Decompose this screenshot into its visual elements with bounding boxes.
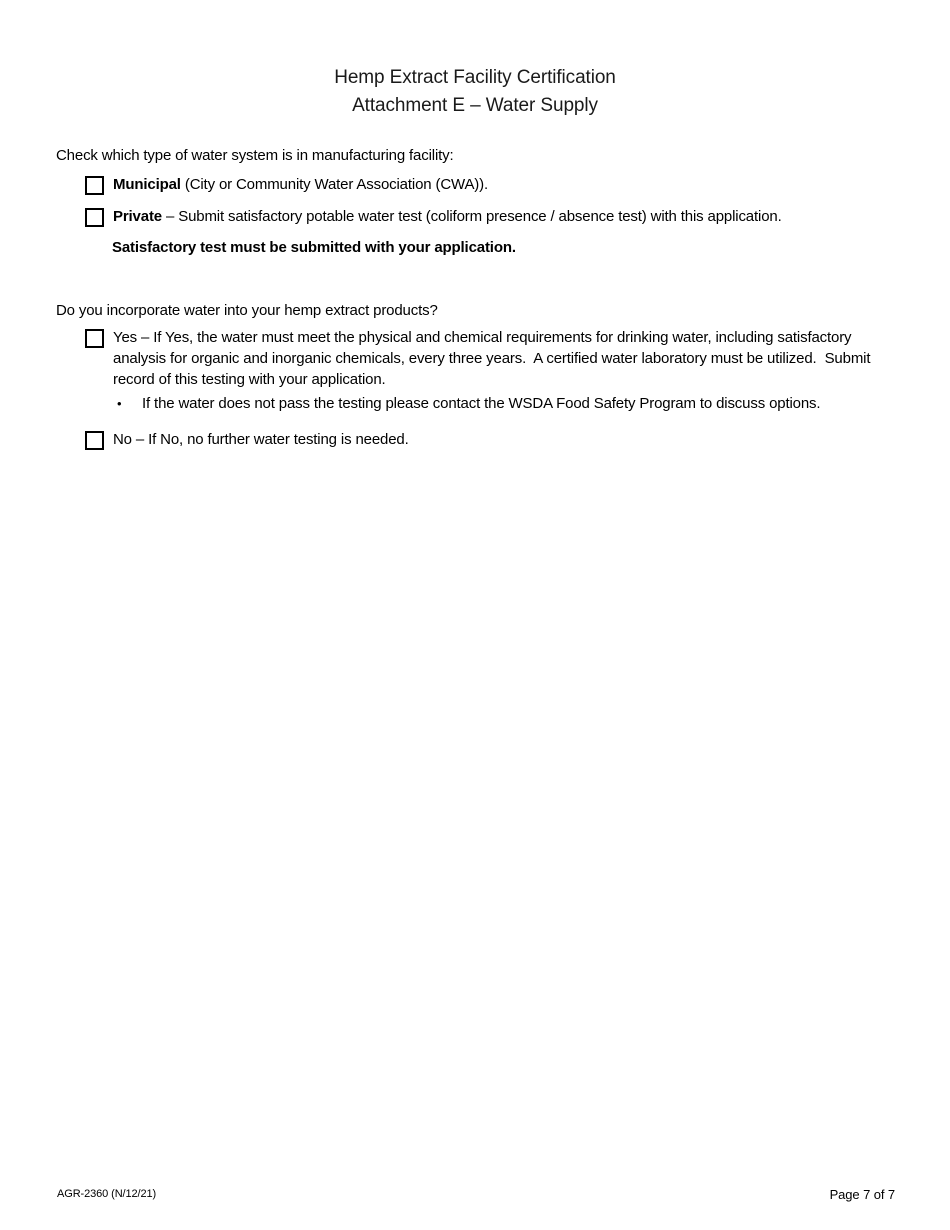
option-row-no (85, 429, 893, 450)
private-label-bold: Private (113, 208, 162, 225)
municipal-label (113, 174, 488, 195)
yes-bullet-text: If the water does not pass the testing please contact the WSDA Food Safety Program to discuss options. (142, 395, 821, 412)
form-number: AGR-2360 (N/12/21) (57, 1188, 157, 1200)
yes-checkbox[interactable] (85, 329, 104, 348)
no-checkbox[interactable] (85, 431, 104, 450)
page-title-line1: Hemp Extract Facility Certification (334, 67, 616, 88)
option-row-municipal (85, 174, 893, 195)
page-title (0, 64, 950, 120)
private-label-rest: – Submit satisfactory potable water test (coliform presence / absence test) with this application. (161, 208, 782, 225)
option-row-private (85, 206, 893, 227)
page-title-line2: Attachment E – Water Supply (352, 95, 598, 116)
bullet-icon: • (117, 396, 122, 411)
private-checkbox[interactable] (85, 208, 104, 227)
municipal-checkbox[interactable] (85, 176, 104, 195)
private-label (113, 206, 782, 227)
option-row-yes (85, 327, 893, 390)
page-indicator: Page 7 of 7 (829, 1187, 895, 1202)
incorporate-water-question: Do you incorporate water into your hemp extract products? (56, 302, 438, 319)
water-system-question: Check which type of water system is in manufacturing facility: (56, 147, 454, 164)
municipal-label-rest: (City or Community Water Association (CWA)). (180, 176, 489, 193)
municipal-label-bold: Municipal (113, 176, 181, 193)
yes-bullet-item (117, 393, 893, 414)
satisfactory-test-note: Satisfactory test must be submitted with your application. (112, 239, 516, 256)
form-content (0, 145, 950, 450)
no-label: No – If No, no further water testing is needed. (113, 431, 409, 448)
yes-label: Yes – If Yes, the water must meet the physical and chemical requirements for drinking water, including satisfactory analysis for organic and inorganic chemicals, every three years. A certified water laboratory must be utilized. Submit record of this testing with your application. (113, 329, 875, 388)
